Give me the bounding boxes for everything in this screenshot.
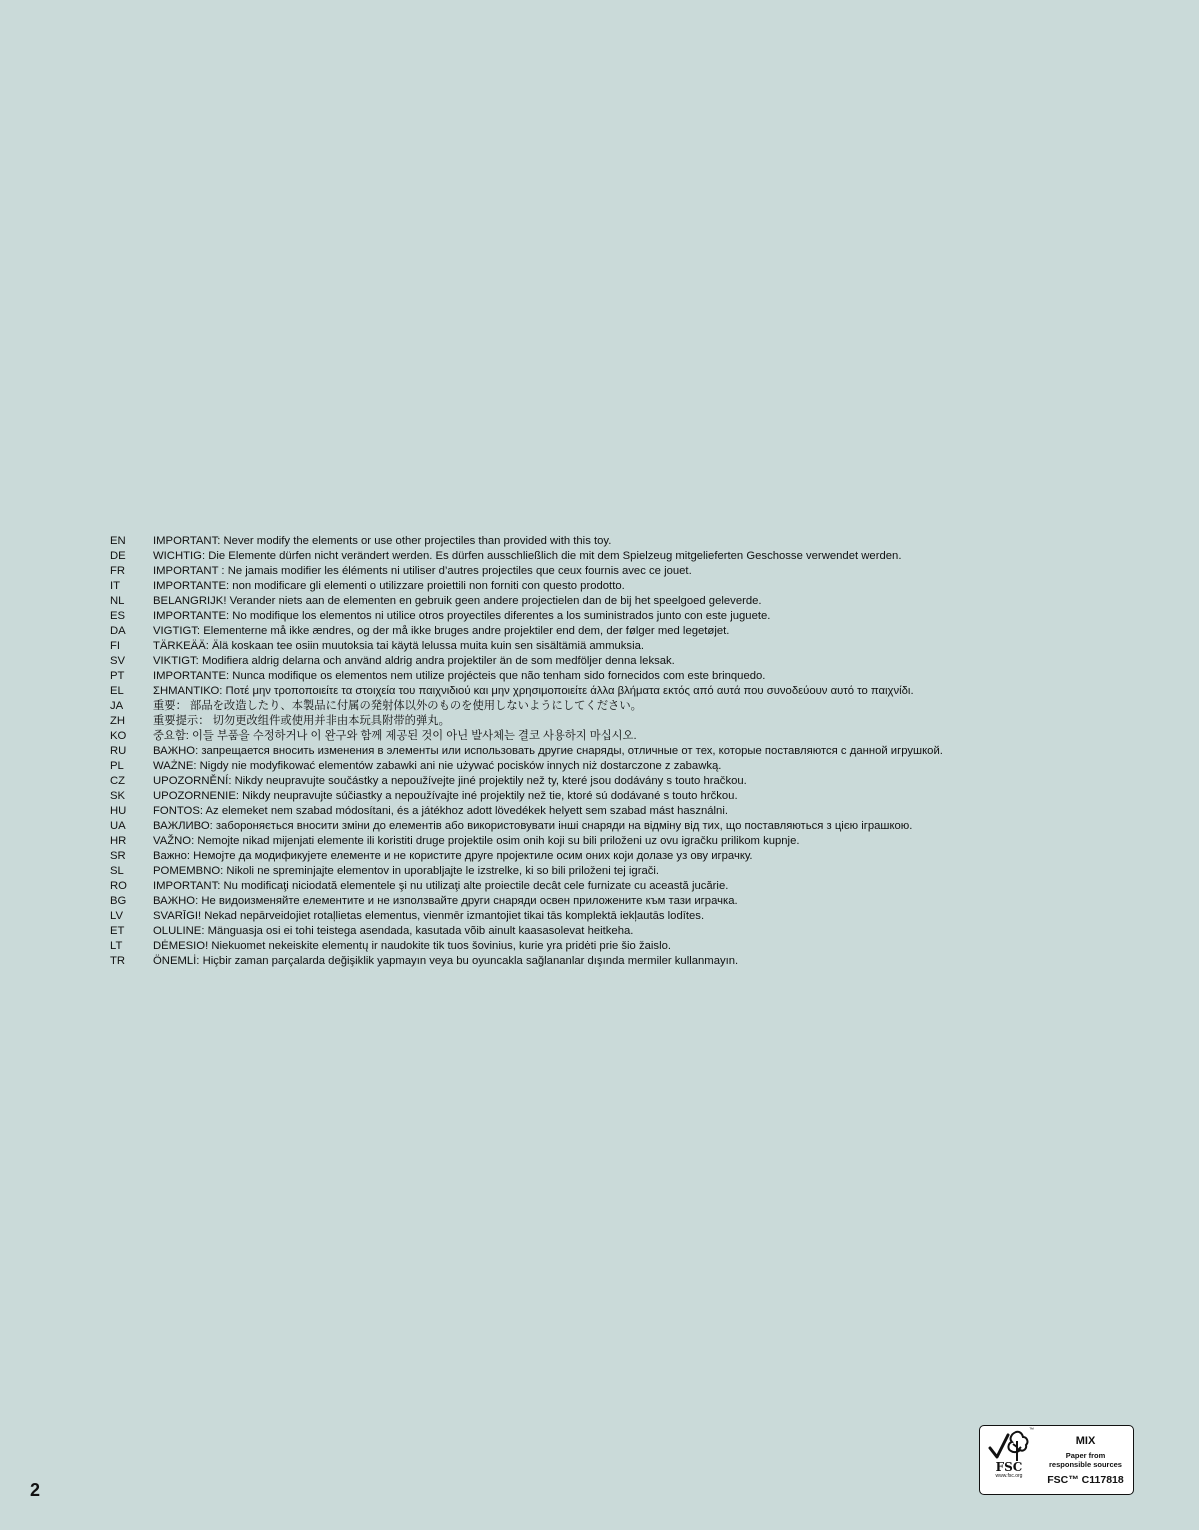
language-code: ET [110,925,125,937]
fsc-paper-line2: responsible sources [1049,1459,1122,1469]
language-code: EL [110,685,124,697]
warning-row-lt [110,939,1110,954]
warning-row-en [110,534,1110,549]
warning-row-sk [110,789,1110,804]
language-code: ZH [110,715,126,727]
warning-text: UPOZORNĚNÍ: Nikdy neupravujte součástky a nepoužívejte jiné projektily než ty, které jsou dodávány s touto hračkou. [153,775,747,787]
language-code: CZ [110,775,126,787]
warning-row-nl [110,594,1110,609]
warning-text: ВАЖНО: Не видоизменяйте елементите и не използвайте други снаряди освен приложените към тази играчка. [153,895,738,907]
warning-text: IMPORTANT: Never modify the elements or use other projectiles than provided with this toy. [153,535,612,547]
warning-row-el [110,684,1110,699]
fsc-info-block [1038,1426,1133,1494]
warning-text: ВАЖНО: запрещается вносить изменения в элементы или использовать другие снаряды, отличные от тех, которые поставляются с данной игрушкой. [153,745,943,757]
warning-row-pl [110,759,1110,774]
warning-row-ro [110,879,1110,894]
language-code: FI [110,640,121,652]
language-code: SK [110,790,126,802]
language-code: DA [110,625,126,637]
warning-row-sr [110,849,1110,864]
language-code: PL [110,760,124,772]
warning-text: IMPORTANTE: No modifique los elementos ni utilice otros proyectiles diferentes a los suministrados junto con este juguete. [153,610,771,622]
warning-row-hr [110,834,1110,849]
warning-text: WAŻNE: Nigdy nie modyfikować elementów zabawki ani nie używać pocisków innych niż dostarczone z zabawką. [153,760,722,772]
warning-row-ru [110,744,1110,759]
fsc-logo-block [980,1426,1038,1494]
warning-text: ÖNEMLİ: Hiçbir zaman parçalarda değişiklik yapmayın veya bu oyuncakla sağlananlar dışında mermiler kullanmayın. [153,955,739,967]
language-code: NL [110,595,125,607]
fsc-logo-text: FSC [995,1460,1023,1474]
language-code: SR [110,850,126,862]
warning-row-lv [110,909,1110,924]
fsc-mix-label: MIX [1075,1434,1096,1447]
language-code: HU [110,805,127,817]
warning-text: POMEMBNO: Nikoli ne spreminjajte elementov in uporabljajte le izstrelke, ki so bili priloženi tej igrači. [153,865,660,877]
language-code: HR [110,835,127,847]
language-code: IT [110,580,121,592]
language-code: DE [110,550,126,562]
warning-text: SVARĪGI! Nekad nepārveidojiet rotaļlietas elementus, vienmēr izmantojiet tikai tās komplektā iekļautās lodītes. [153,910,705,922]
language-code: SL [110,865,124,877]
warning-text: IMPORTANT: Nu modificaţi niciodată elementele şi nu utilizaţi alte proiectile decât cele furnizate cu această jucărie. [153,880,729,892]
language-code: PT [110,670,125,682]
warning-row-sl [110,864,1110,879]
warning-text: ΣΗΜΑΝΤΙΚΟ: Ποτέ μην τροποποιείτε τα στοιχεία του παιχνιδιού και μην χρησιμοποιείτε άλλα βλήματα εκτός από αυτά που συνοδεύουν αυτό το παιχνίδι. [153,685,914,697]
warning-row-ja [110,699,1110,714]
language-code: LT [110,940,123,952]
language-code: RO [110,880,127,892]
warning-row-es [110,609,1110,624]
warning-row-cz [110,774,1110,789]
warning-text: IMPORTANT : Ne jamais modifier les éléments ni utiliser d’autres projectiles que ceux fournis avec ce jouet. [153,565,692,577]
warning-row-pt [110,669,1110,684]
warning-text: OLULINE: Mänguasja osi ei tohi teistega asendada, kasutada võib ainult kaasasolevat heitkeha. [153,925,634,937]
warning-text: VIKTIGT: Modifiera aldrig delarna och använd aldrig andra projektiler än de som medföljer denna leksak. [153,655,675,667]
warning-text: DĖMESIO! Niekuomet nekeiskite elementų ir naudokite tik tuos šovinius, kurie yra pridėti prie šio žaislo. [153,940,671,952]
language-code: KO [110,730,127,742]
fsc-license-code: FSC™ C117818 [1047,1473,1124,1486]
warning-text: 重要提示： 切勿更改组件或使用并非由本玩具附带的弹丸。 [153,715,450,727]
fsc-paper-line1: Paper from [1065,1450,1106,1460]
page-number: 2 [30,1480,41,1500]
warning-text: BELANGRIJK! Verander niets aan de elementen en gebruik geen andere projectielen dan de bij het speelgoed geleverde. [153,595,762,607]
warning-row-ua [110,819,1110,834]
warning-text: UPOZORNENIE: Nikdy neupravujte súčiastky a nepoužívajte iné projektily než tie, ktoré sú dodávané s touto hrčkou. [153,790,738,802]
warning-row-fr [110,564,1110,579]
warning-text: FONTOS: Az elemeket nem szabad módosítani, és a játékhoz adott lövedékek helyett sem szabad mást használni. [153,805,728,817]
language-code: FR [110,565,126,577]
trademark-symbol: ™ [1029,1427,1034,1433]
warning-text: VAŽNO: Nemojte nikad mijenjati elemente ili koristiti druge projektile osim onih koji su bili priloženi uz ovu igračku prilikom kupnje. [153,835,800,847]
fsc-paper-source [1040,1451,1132,1469]
warning-text: TÄRKEÄÄ: Älä koskaan tee osiin muutoksia tai käytä lelussa muita kuin sen sisältämiä ammuksia. [153,640,645,652]
language-code: JA [110,700,124,712]
language-code: SV [110,655,126,667]
language-code: EN [110,535,126,547]
fsc-certification-label [979,1425,1134,1495]
warning-text: 중요함: 이들 부품을 수정하거나 이 완구와 함께 제공된 것이 아닌 발사체는 결코 사용하지 마십시오. [153,730,637,742]
language-code: UA [110,820,126,832]
language-code: ES [110,610,126,622]
warning-row-it [110,579,1110,594]
warning-text: WICHTIG: Die Elemente dürfen nicht verändert werden. Es dürfen ausschließlich die mit dem Spielzeug mitgelieferten Geschosse verwendet werden. [153,550,902,562]
warning-row-zh [110,714,1110,729]
warning-row-et [110,924,1110,939]
language-code: TR [110,955,126,967]
warning-row-tr [110,954,1110,969]
warning-row-bg [110,894,1110,909]
fsc-url: www.fsc.org [995,1473,1023,1479]
warning-text: Важно: Немојте да модификујете елементе и не користите друге пројектиле осим оних који долазе уз ову играчку. [153,850,753,862]
language-code: BG [110,895,127,907]
fsc-tree-check-icon [986,1429,1032,1463]
warning-row-fi [110,639,1110,654]
safety-warnings-list [110,534,1110,969]
warning-row-da [110,624,1110,639]
warning-row-sv [110,654,1110,669]
language-code: RU [110,745,127,757]
warning-text: 重要： 部品を改造したり、本製品に付属の発射体以外のものを使用しないようにしてください。 [153,700,642,712]
warning-row-ko [110,729,1110,744]
warning-text: VIGTIGT: Elementerne må ikke ændres, og der må ikke bruges andre projektiler end dem, der følger med legetøjet. [153,625,730,637]
warning-text: IMPORTANTE: non modificare gli elementi o utilizzare proiettili non forniti con questo prodotto. [153,580,625,592]
warning-row-de [110,549,1110,564]
warning-row-hu [110,804,1110,819]
language-code: LV [110,910,123,922]
warning-text: ВАЖЛИВО: забороняється вносити зміни до елементів або використовувати інші снаряди на відміну від тих, що поставляються з цією іграшкою. [153,820,913,832]
warning-text: IMPORTANTE: Nunca modifique os elementos nem utilize projécteis que não tenham sido fornecidos com este brinquedo. [153,670,766,682]
